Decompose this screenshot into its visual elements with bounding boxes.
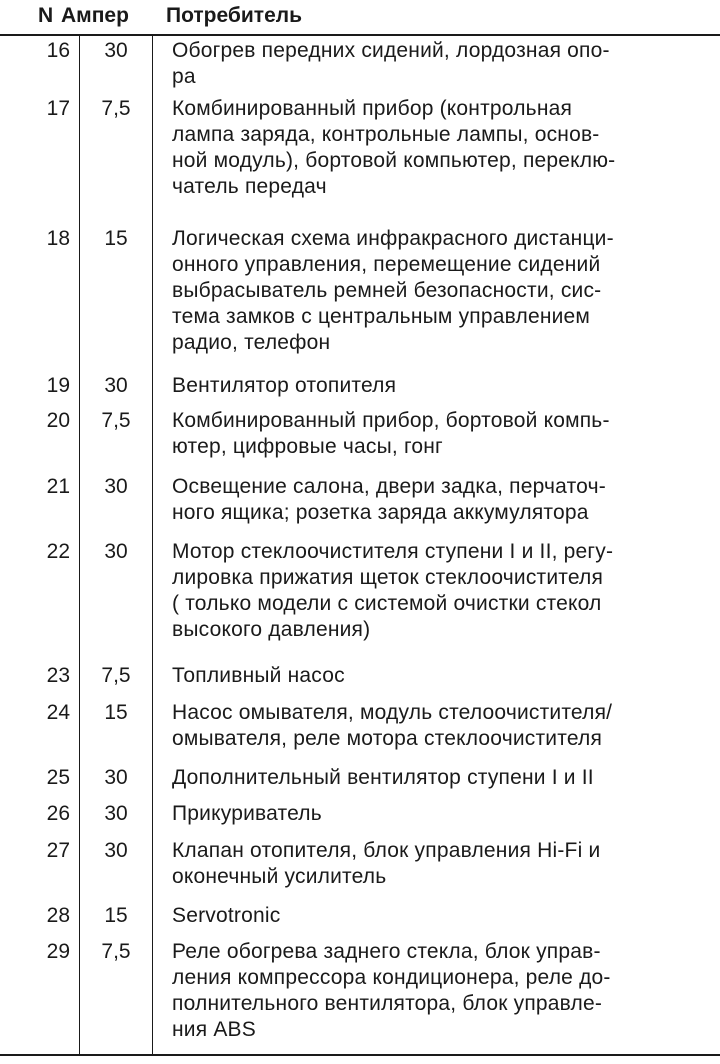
fuse-ampere: 7,5: [101, 97, 131, 120]
fuse-ampere: 7,5: [101, 409, 131, 432]
fuse-consumer: Комбинированный прибор, бортовой компь- ютер, цифровые часы, гонг: [172, 409, 610, 458]
fuse-number: 19: [46, 374, 70, 397]
fuse-number: 25: [46, 766, 70, 789]
fuse-number: 27: [46, 839, 70, 862]
fuse-number: 23: [46, 664, 70, 687]
fuse-ampere: 7,5: [101, 664, 131, 687]
fuse-number: 24: [46, 701, 70, 724]
fuse-ampere: 30: [104, 475, 128, 498]
fuse-consumer: Комбинированный прибор (контрольная лампа заряда, контрольные лампы, основ- ной модуль), бортовой компьютер, переклю- чатель передач: [172, 97, 616, 198]
fuse-ampere: 30: [104, 802, 128, 825]
fuse-consumer: Освещение салона, двери задка, перчаточ- ного ящика; розетка заряда аккумулятора: [172, 475, 606, 524]
fuse-ampere: 7,5: [101, 940, 131, 963]
fuse-ampere: 30: [104, 374, 128, 397]
fuse-consumer: Вентилятор отопителя: [172, 374, 397, 397]
fuse-number: 16: [46, 39, 70, 62]
fuse-number: 18: [46, 227, 70, 250]
fuse-consumer: Логическая схема инфракрасного дистанци- онного управления, перемещение сидений выбрасыватель ремней безопасности, сис- тема замков с центральным управлением радио, телефон: [172, 227, 614, 354]
header-consumer: Потребитель: [166, 4, 303, 27]
fuse-number: 20: [46, 409, 70, 432]
fuse-consumer: Прикуриватель: [172, 802, 322, 825]
bottom-rule: [0, 1054, 720, 1056]
fuse-ampere: 15: [104, 904, 128, 927]
fuse-consumer: Насос омывателя, модуль стелоочистителя/ омывателя, реле мотора стеклоочистителя: [172, 701, 613, 750]
header-n: N: [38, 4, 54, 27]
fuse-number: 22: [46, 540, 70, 563]
fuse-consumer: Реле обогрева заднего стекла, блок управ- ления компрессора кондиционера, реле до- полнительного вентилятора, блок управле- ния ABS: [172, 940, 611, 1041]
fuse-number: 26: [46, 802, 70, 825]
column-divider-2: [152, 36, 153, 1054]
fuse-ampere: 15: [104, 701, 128, 724]
fuse-number: 29: [46, 940, 70, 963]
fuse-consumer: Топливный насос: [172, 664, 345, 687]
fuse-number: 17: [46, 97, 70, 120]
fuse-ampere: 30: [104, 839, 128, 862]
fuse-consumer: Servotronic: [172, 904, 281, 927]
fuse-number: 28: [46, 904, 70, 927]
fuse-consumer: Клапан отопителя, блок управления Hi-Fi и оконечный усилитель: [172, 839, 601, 888]
fuse-consumer: Обогрев передних сидений, лордозная опо- ра: [172, 39, 610, 88]
fuse-ampere: 30: [104, 540, 128, 563]
fuse-consumer: Мотор стеклоочистителя ступени I и II, регу- лировка прижатия щеток стеклоочистителя ( только модели с системой очистки стекол высокого давления): [172, 540, 614, 641]
header-amp: Ампер: [61, 4, 129, 27]
fuse-number: 21: [46, 475, 70, 498]
fuse-ampere: 30: [104, 766, 128, 789]
fuse-consumer: Дополнительный вентилятор ступени I и II: [172, 766, 594, 789]
fuse-ampere: 15: [104, 227, 128, 250]
fuse-ampere: 30: [104, 39, 128, 62]
table-header: [0, 0, 720, 36]
